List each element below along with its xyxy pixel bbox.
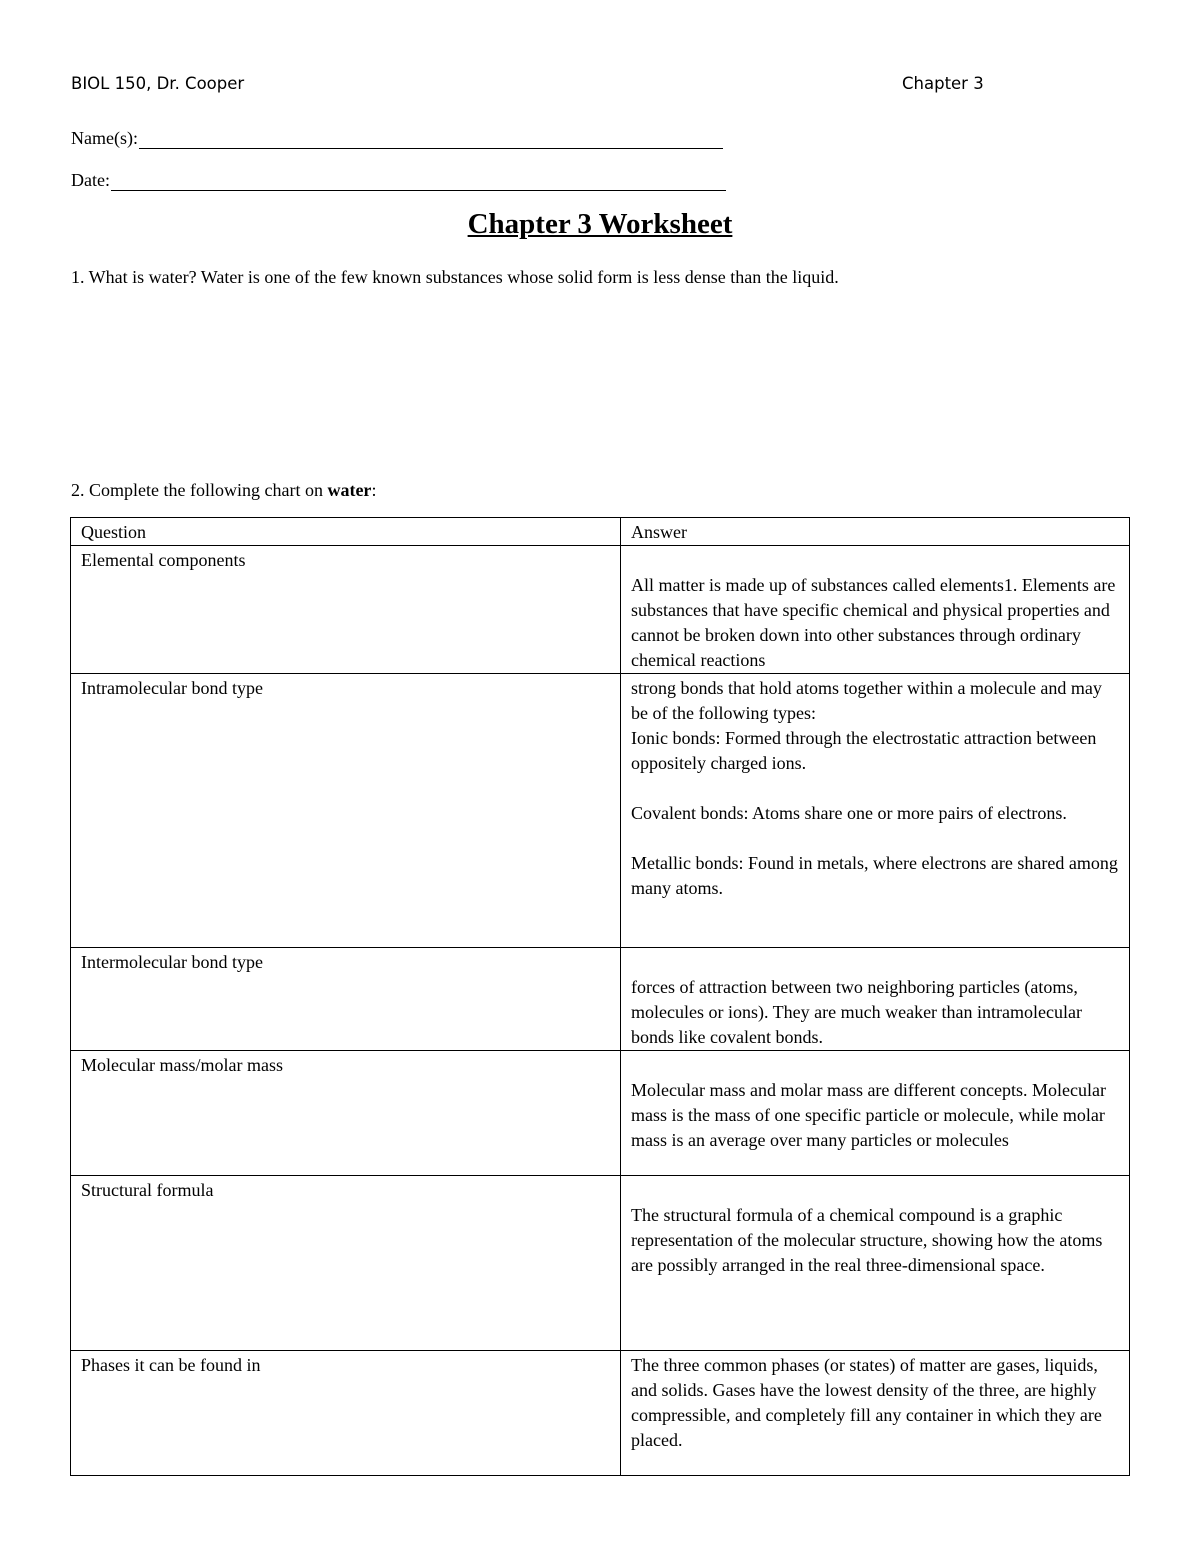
question-2 xyxy=(71,479,376,501)
table-row xyxy=(71,546,1130,674)
question-2-prefix: 2. Complete the following chart on xyxy=(71,480,328,500)
question-2-bold-word: water xyxy=(327,480,372,500)
row-question: Phases it can be found in xyxy=(71,1351,621,1476)
header-question: Question xyxy=(71,518,621,546)
row-question: Intermolecular bond type xyxy=(71,948,621,1051)
table-row xyxy=(71,674,1130,948)
date-field-row xyxy=(71,170,726,191)
header-answer: Answer xyxy=(621,518,1130,546)
table-row xyxy=(71,1351,1130,1476)
row-question: Intramolecular bond type xyxy=(71,674,621,948)
name-field-row xyxy=(71,128,723,149)
table-row xyxy=(71,1051,1130,1176)
header-course: BIOL 150, Dr. Cooper xyxy=(71,74,245,93)
row-answer[interactable]: forces of attraction between two neighboring particles (atoms, molecules or ions). They are much weaker than intramolecular bonds like covalent bonds. xyxy=(621,948,1130,1051)
row-answer[interactable]: Molecular mass and molar mass are different concepts. Molecular mass is the mass of one specific particle or molecule, while molar mass is an average over many particles or molecules xyxy=(621,1051,1130,1176)
date-input-line[interactable] xyxy=(111,171,726,191)
row-answer[interactable]: The three common phases (or states) of matter are gases, liquids, and solids. Gases have the lowest density of the three, are highly compressible, and completely fill any container in which they are placed. xyxy=(621,1351,1130,1476)
row-question: Molecular mass/molar mass xyxy=(71,1051,621,1176)
water-chart-table xyxy=(70,517,1130,1476)
row-question: Structural formula xyxy=(71,1176,621,1351)
header-chapter: Chapter 3 xyxy=(902,74,984,93)
table-row xyxy=(71,1176,1130,1351)
table-row xyxy=(71,948,1130,1051)
row-question: Elemental components xyxy=(71,546,621,674)
name-label: Name(s): xyxy=(71,128,138,148)
row-answer[interactable]: strong bonds that hold atoms together within a molecule and may be of the following types: Ionic bonds: Formed through the electrostatic attraction between oppositely charged ions. Covalent bonds: Atoms share one or more pairs of electrons. Metallic bonds: Found in metals, where electrons are shared among many atoms. xyxy=(621,674,1130,948)
table-header-row xyxy=(71,518,1130,546)
question-1: 1. What is water? Water is one of the few known substances whose solid form is less dense than the liquid. xyxy=(71,267,839,287)
row-answer[interactable]: All matter is made up of substances called elements1. Elements are substances that have specific chemical and physical properties and cannot be broken down into other substances through ordinary chemical reactions xyxy=(621,546,1130,674)
row-answer[interactable]: The structural formula of a chemical compound is a graphic representation of the molecular structure, showing how the atoms are possibly arranged in the real three-dimensional space. xyxy=(621,1176,1130,1351)
question-2-suffix: : xyxy=(371,480,377,500)
date-label: Date: xyxy=(71,170,110,190)
page-title: Chapter 3 Worksheet xyxy=(467,208,733,240)
name-input-line[interactable] xyxy=(139,129,723,149)
